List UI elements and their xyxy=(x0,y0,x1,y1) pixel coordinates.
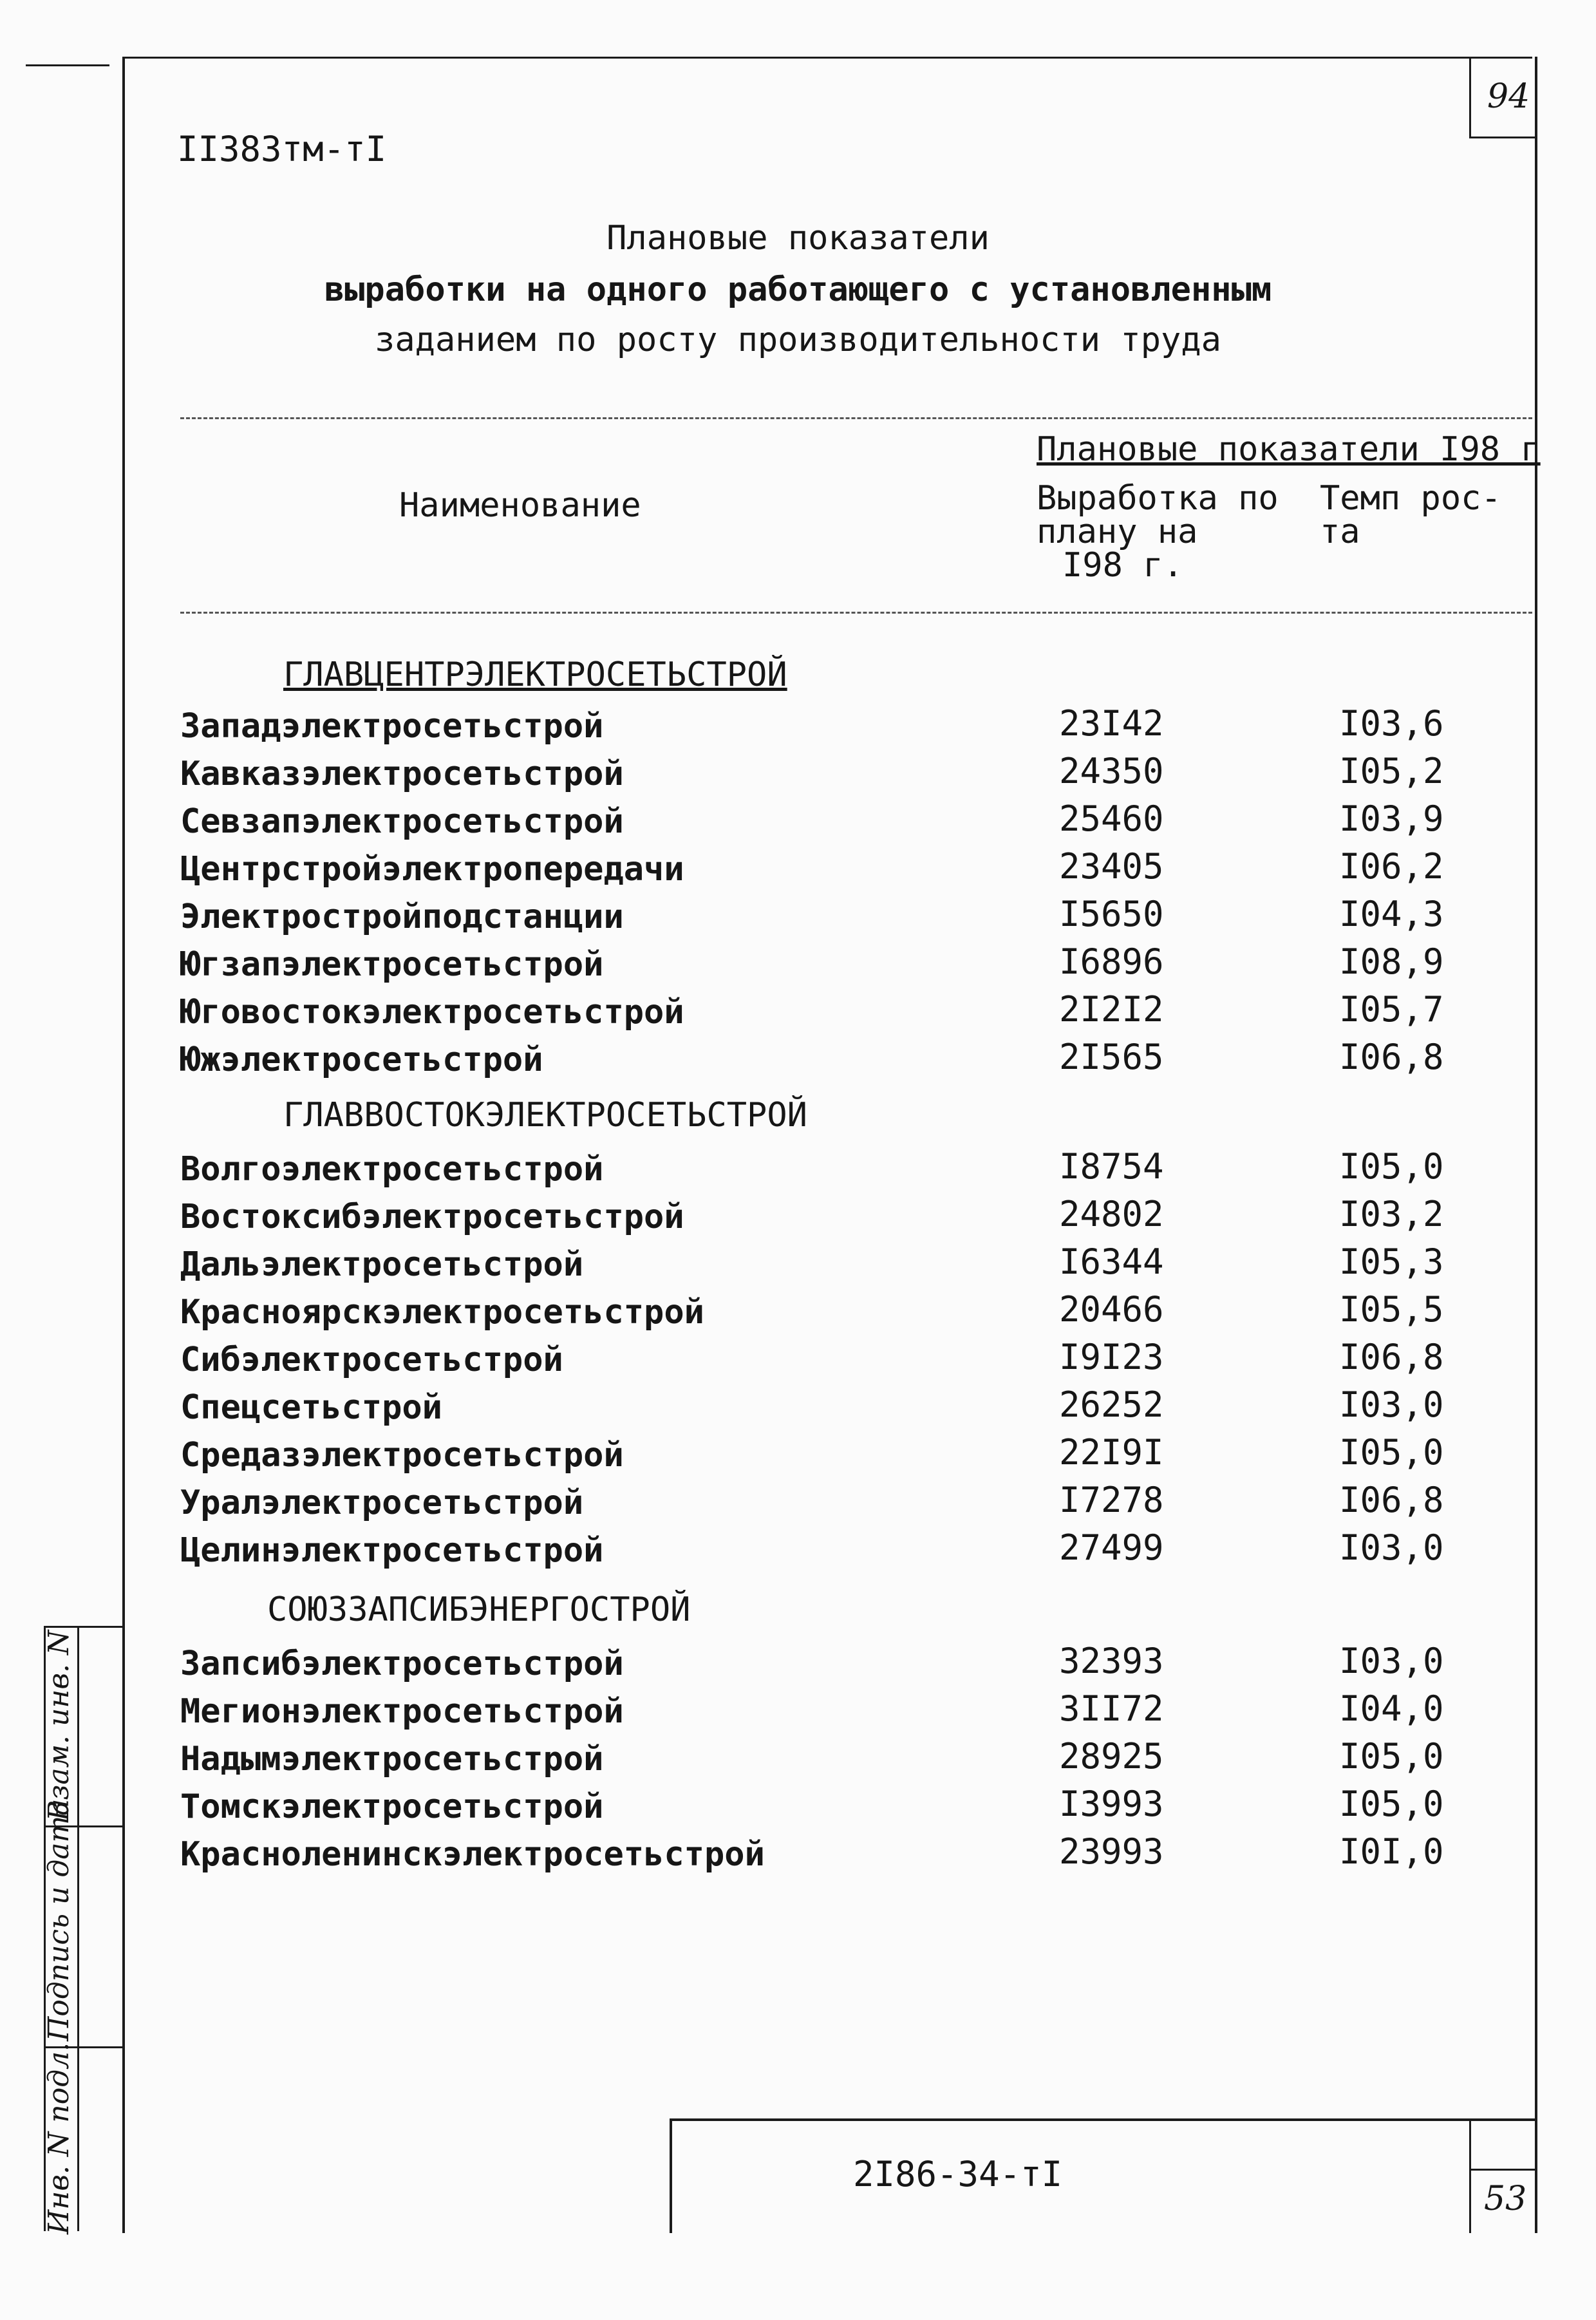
stamp-divider-1 xyxy=(44,1626,124,1628)
row-rate: I04,3 xyxy=(1339,894,1444,934)
footer-sheet-hline xyxy=(1469,2169,1535,2171)
row-rate: I05,7 xyxy=(1339,989,1444,1030)
row-output: 28925 xyxy=(1059,1736,1164,1777)
column-header-output-1: Выработка по xyxy=(1037,479,1279,518)
row-rate: I06,8 xyxy=(1339,1480,1444,1520)
row-name: Спецсетьстрой xyxy=(180,1388,442,1427)
row-name: Южэлектросетьстрой xyxy=(180,1041,543,1079)
header-bottom-rule xyxy=(180,612,1532,614)
row-output: 22I9I xyxy=(1059,1432,1164,1473)
page-box-bottom xyxy=(1469,137,1535,138)
page-number: 94 xyxy=(1487,77,1530,116)
row-output: I6896 xyxy=(1059,941,1164,982)
row-name: Запсибэлектросетьстрой xyxy=(180,1645,624,1683)
row-name: Волгоэлектросетьстрой xyxy=(180,1150,604,1189)
row-rate: I05,2 xyxy=(1339,751,1444,791)
stamp-label-signature: Подпись и дата xyxy=(42,1798,75,2041)
header-top-rule xyxy=(180,417,1532,419)
row-name: Красноярскэлектросетьстрой xyxy=(180,1293,704,1332)
row-output: I3993 xyxy=(1059,1784,1164,1824)
frame-right-border xyxy=(1535,57,1537,2233)
page-box-left xyxy=(1469,58,1471,138)
column-header-output-2: плану на xyxy=(1037,513,1198,551)
row-name: Севзапэлектросетьстрой xyxy=(180,802,624,841)
row-output: 23I42 xyxy=(1059,703,1164,744)
row-output: 23993 xyxy=(1059,1831,1164,1872)
title-line-2: выработки на одного работающего с установленным xyxy=(324,270,1272,309)
row-name: Мегионэлектросетьстрой xyxy=(180,1692,624,1731)
section-title: ГЛАВЦЕНТРЭЛЕКТРОСЕТЬСТРОЙ xyxy=(283,655,787,694)
row-name: Средазэлектросетьстрой xyxy=(180,1436,624,1475)
row-output: 25460 xyxy=(1059,798,1164,839)
frame-left-border xyxy=(122,57,125,2233)
row-output: I5650 xyxy=(1059,894,1164,934)
row-output: I6344 xyxy=(1059,1241,1164,1282)
row-output: 20466 xyxy=(1059,1289,1164,1330)
row-rate: I05,0 xyxy=(1339,1736,1444,1777)
document-code: II383тм-тI xyxy=(177,129,387,169)
row-output: 24802 xyxy=(1059,1194,1164,1234)
row-rate: I06,2 xyxy=(1339,846,1444,887)
column-header-rate-2: та xyxy=(1320,513,1360,551)
footer-block-top xyxy=(670,2118,1535,2121)
column-header-rate-1: Темп рос- xyxy=(1320,479,1501,518)
row-output: 2I565 xyxy=(1059,1037,1164,1077)
row-output: I9I23 xyxy=(1059,1337,1164,1377)
row-rate: I05,0 xyxy=(1339,1432,1444,1473)
row-output: 2I2I2 xyxy=(1059,989,1164,1030)
row-output: 3II72 xyxy=(1059,1688,1164,1729)
row-name: Дальэлектросетьстрой xyxy=(180,1245,584,1284)
row-output: 27499 xyxy=(1059,1527,1164,1568)
row-rate: I05,5 xyxy=(1339,1289,1444,1330)
row-rate: I05,0 xyxy=(1339,1784,1444,1824)
row-rate: I08,9 xyxy=(1339,941,1444,982)
row-rate: I03,0 xyxy=(1339,1384,1444,1425)
row-rate: I03,0 xyxy=(1339,1527,1444,1568)
row-rate: I03,0 xyxy=(1339,1641,1444,1681)
row-rate: I06,8 xyxy=(1339,1037,1444,1077)
row-name: Целинэлектросетьстрой xyxy=(180,1531,604,1570)
stamp-label-inv-orig: Инв. N подл. xyxy=(42,2042,75,2234)
row-name: Центрстройэлектропередачи xyxy=(180,850,684,889)
title-line-1: Плановые показатели xyxy=(606,219,990,258)
row-output: I7278 xyxy=(1059,1480,1164,1520)
row-name: Надымэлектросетьстрой xyxy=(180,1740,604,1778)
footer-sheet-number: 53 xyxy=(1484,2180,1527,2218)
row-rate: I05,3 xyxy=(1339,1241,1444,1282)
row-name: Востоксибэлектросетьстрой xyxy=(180,1198,684,1236)
row-rate: I03,9 xyxy=(1339,798,1444,839)
row-rate: I03,6 xyxy=(1339,703,1444,744)
row-output: 23405 xyxy=(1059,846,1164,887)
row-name: Электростройподстанции xyxy=(180,898,624,936)
row-name: Уралэлектросетьстрой xyxy=(180,1484,584,1522)
title-line-3: заданием по росту производительности труда xyxy=(375,321,1221,359)
footer-sheet-divider xyxy=(1469,2118,1471,2233)
stamp-inner-line xyxy=(77,1626,79,2231)
row-rate: I05,0 xyxy=(1339,1146,1444,1187)
row-name: Сибэлектросетьстрой xyxy=(180,1341,563,1379)
row-rate: I03,2 xyxy=(1339,1194,1444,1234)
stamp-label-replace-inv: Взам. инв. N xyxy=(42,1630,75,1821)
section-title: ГЛАВВОСТОКЭЛЕКТРОСЕТЬСТРОЙ xyxy=(283,1096,807,1135)
row-output: 24350 xyxy=(1059,751,1164,791)
row-rate: I04,0 xyxy=(1339,1688,1444,1729)
row-output: 26252 xyxy=(1059,1384,1164,1425)
column-header-name: Наименование xyxy=(399,486,641,525)
row-output: 32393 xyxy=(1059,1641,1164,1681)
row-name: Кавказэлектросетьстрой xyxy=(180,755,624,793)
footer-block-left xyxy=(670,2118,672,2233)
section-title: СОЮЗЗАПСИБЭНЕРГОСТРОЙ xyxy=(267,1590,691,1629)
row-rate: I0I,0 xyxy=(1339,1831,1444,1872)
column-group-header: Плановые показатели I98 г xyxy=(1037,430,1541,469)
row-rate: I06,8 xyxy=(1339,1337,1444,1377)
row-name: Юговостокэлектросетьстрой xyxy=(180,993,684,1032)
row-name: Западэлектросетьстрой xyxy=(180,707,604,746)
row-name: Томскэлектросетьстрой xyxy=(180,1787,604,1826)
frame-top-border xyxy=(122,57,1532,59)
row-output: I8754 xyxy=(1059,1146,1164,1187)
footer-doc-number: 2I86-34-тI xyxy=(853,2154,1063,2194)
top-left-edge-mark xyxy=(26,64,109,66)
column-header-output-3: I98 г. xyxy=(1062,546,1183,585)
row-name: Югзапэлектросетьстрой xyxy=(180,945,604,984)
row-name: Красноленинскэлектросетьстрой xyxy=(180,1835,765,1874)
